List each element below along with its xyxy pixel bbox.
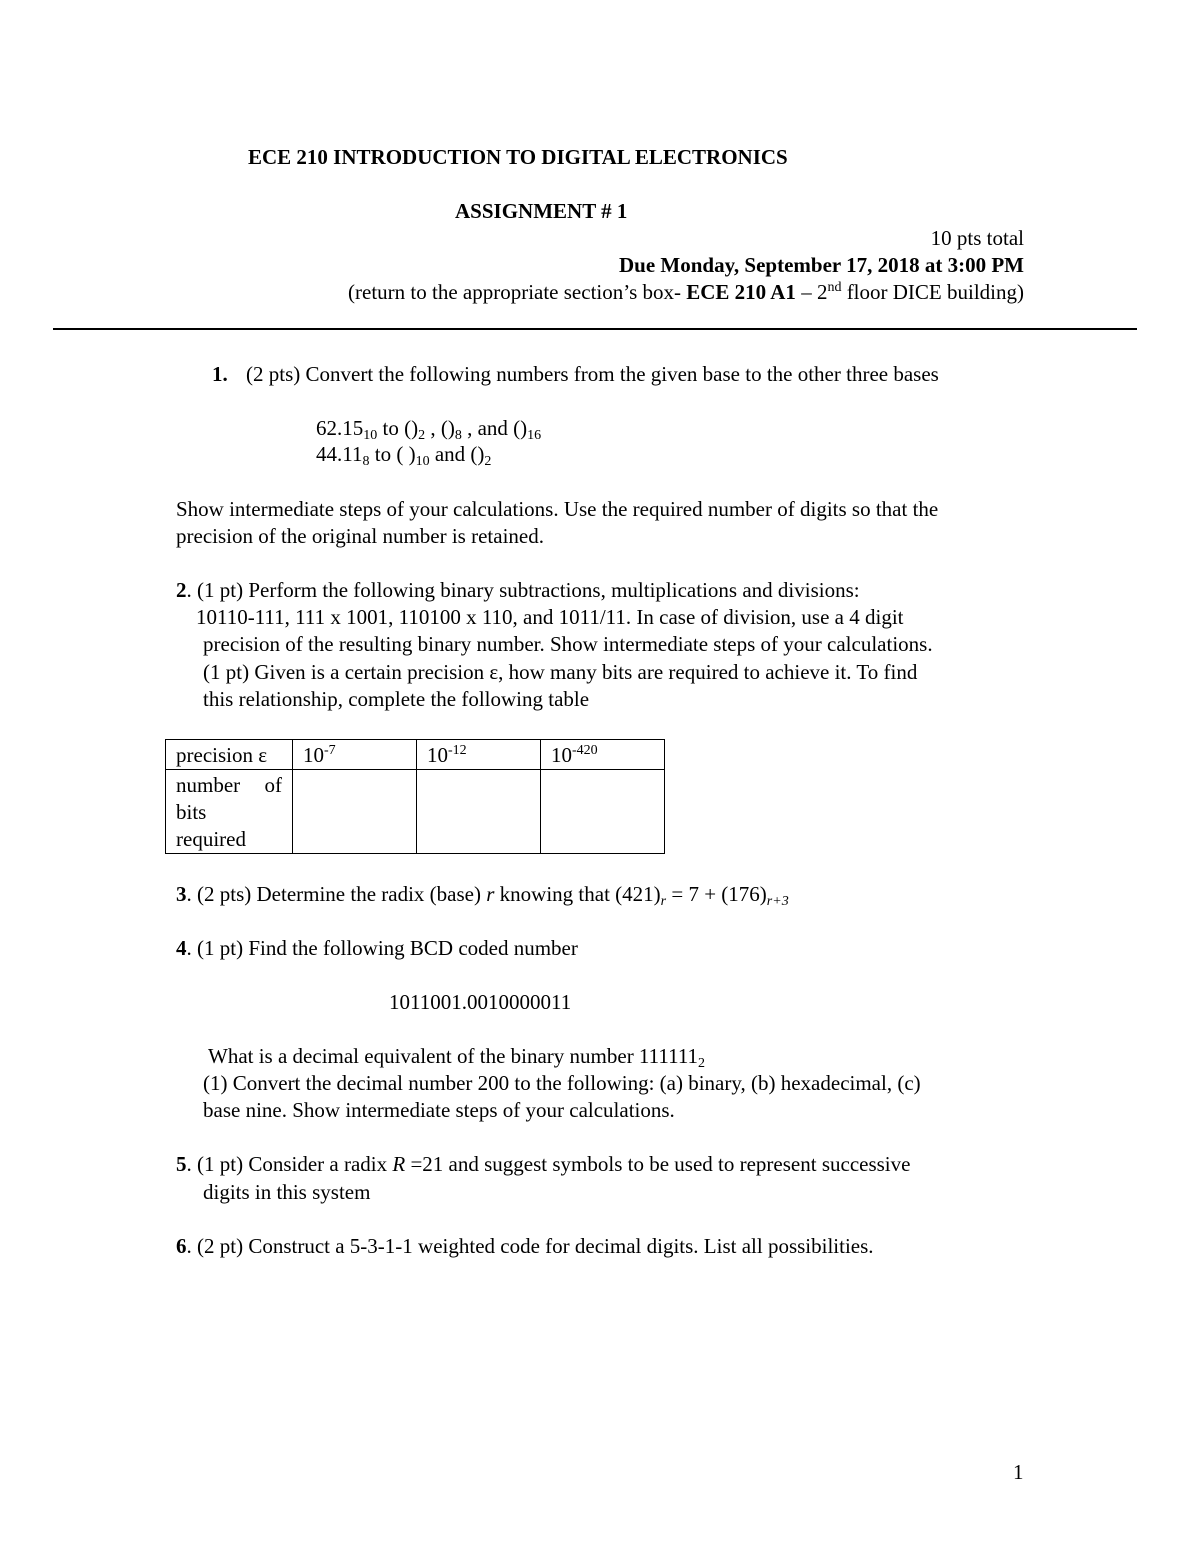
q1-line1 xyxy=(316,416,542,443)
q1-target-base-1c: 16 xyxy=(527,428,542,443)
return-sup: nd xyxy=(827,280,842,295)
table-row xyxy=(166,740,665,770)
q3-number: 3 xyxy=(176,882,187,906)
q2-text: . (1 pt) Perform the following binary subtractions, multiplications and divisions: xyxy=(186,578,860,602)
table-answer-cell-3[interactable] xyxy=(541,770,665,854)
q1-target-base-2b: 2 xyxy=(484,454,492,469)
q4-line-c: base nine. Show intermediate steps of your calculations. xyxy=(203,1098,675,1122)
q1-number: 1. xyxy=(212,362,228,386)
q2-number: 2 xyxy=(176,578,187,602)
q3-text: . (2 pts) Determine the radix (base) xyxy=(186,882,487,906)
return-suffix: floor DICE building) xyxy=(841,280,1024,304)
q4-number: 4 xyxy=(176,936,187,960)
q4-text: . (1 pt) Find the following BCD coded number xyxy=(186,936,578,960)
q5-line-2: digits in this system xyxy=(203,1180,371,1204)
q4-line xyxy=(176,938,578,959)
q3-text2: knowing that (421) xyxy=(494,882,661,906)
course-title: ECE 210 INTRODUCTION TO DIGITAL ELECTRONICS xyxy=(248,145,788,169)
q4-line-b: (1) Convert the decimal number 200 to the following: (a) binary, (b) hexadecimal, (c) xyxy=(203,1071,921,1095)
header-divider xyxy=(53,328,1137,330)
q6-text: . (2 pt) Construct a 5-3-1-1 weighted code for decimal digits. List all possibilities. xyxy=(186,1234,874,1258)
q1-target-base-1a: 2 xyxy=(418,428,426,443)
q1-note-line-2: precision of the original number is retained. xyxy=(176,524,544,548)
table-cell-precision-3 xyxy=(541,740,665,770)
q6-line xyxy=(176,1236,874,1257)
q5-line-1 xyxy=(176,1154,910,1175)
q1-target-2b: () xyxy=(470,442,485,466)
precision-2-exp: -12 xyxy=(448,743,467,758)
precision-2-base: 10 xyxy=(427,743,448,767)
q1-sep-1a: , xyxy=(425,416,441,440)
due-date: Due Monday, September 17, 2018 at 3:00 PM xyxy=(619,253,1024,277)
q1-target-base-2a: 10 xyxy=(415,454,430,469)
row2-label-b: of xyxy=(264,773,282,797)
q3-sub1: r xyxy=(660,894,667,909)
points-total: 10 pts total xyxy=(930,226,1024,250)
table-answer-cell-1[interactable] xyxy=(293,770,417,854)
q6-number: 6 xyxy=(176,1234,187,1258)
return-dash: – 2 xyxy=(795,280,828,304)
q2-line-1 xyxy=(176,580,860,601)
precision-3-exp: -420 xyxy=(572,743,598,758)
table-answer-cell-2[interactable] xyxy=(417,770,541,854)
row2-label-a: number xyxy=(176,773,241,797)
q3-r: r xyxy=(486,882,495,906)
q1-base-1: 10 xyxy=(363,428,378,443)
q3-text3: = 7 + (176) xyxy=(666,882,767,906)
q1-target-1a: () xyxy=(404,416,419,440)
q1-text: (2 pts) Convert the following numbers from the given base to the other three bases xyxy=(246,362,939,386)
table-cell-precision-1 xyxy=(293,740,417,770)
assignment-title: ASSIGNMENT # 1 xyxy=(455,199,628,223)
return-prefix: (return to the appropriate section’s box- xyxy=(348,280,687,304)
q5-number: 5 xyxy=(176,1152,187,1176)
q1-base-2: 8 xyxy=(362,454,370,469)
precision-1-exp: -7 xyxy=(324,743,336,758)
table-row-header: precision ε xyxy=(166,740,293,770)
q5-R: R xyxy=(392,1152,406,1176)
q2-line-5: this relationship, complete the following table xyxy=(203,687,590,711)
q5-text-a: . (1 pt) Consider a radix xyxy=(186,1152,393,1176)
q2-line-2: 10110-111, 111 x 1001, 110100 x 110, and 1011/11. In case of division, use a 4 digit xyxy=(196,605,904,629)
q1-target-2a: ( ) xyxy=(396,442,416,466)
q2-line-3: precision of the resulting binary number. Show intermediate steps of your calculations. xyxy=(203,632,933,656)
q4-line-a-text: What is a decimal equivalent of the binary number 111111 xyxy=(208,1044,699,1068)
q1-value-2: 44.11 xyxy=(316,442,363,466)
q1-target-base-1b: 8 xyxy=(454,428,462,443)
table-cell-precision-2 xyxy=(417,740,541,770)
q1-target-1b: () xyxy=(440,416,455,440)
q4-line-a xyxy=(208,1044,706,1071)
page-number: 1 xyxy=(1013,1460,1024,1484)
q1-target-1c: () xyxy=(513,416,528,440)
q1-sep-1b: , and xyxy=(461,416,514,440)
precision-1-base: 10 xyxy=(303,743,324,767)
q3-line xyxy=(176,882,789,909)
q1-value-1: 62.15 xyxy=(316,416,364,440)
q5-text-b: =21 and suggest symbols to be used to represent successive xyxy=(405,1152,911,1176)
q2-line-4: (1 pt) Given is a certain precision ε, how many bits are required to achieve it. To find xyxy=(203,660,918,684)
table-row xyxy=(166,770,665,854)
q1-to-1: to xyxy=(377,416,405,440)
row2-label-line-2: bits xyxy=(176,800,207,824)
q1-to-2: to xyxy=(369,442,397,466)
q4-bcd-number: 1011001.0010000011 xyxy=(389,990,572,1014)
row2-label-line-3: required xyxy=(176,827,246,851)
q3-sub2: r+3 xyxy=(766,894,789,909)
row2-label-line-1 xyxy=(176,772,282,799)
q1-sep-2a: and xyxy=(429,442,471,466)
return-box: ECE 210 A1 xyxy=(686,280,796,304)
q4-line-a-sub: 2 xyxy=(698,1056,706,1071)
precision-table xyxy=(165,739,665,854)
q1-note-line-1: Show intermediate steps of your calculations. Use the required number of digits so that the xyxy=(176,497,939,521)
table-row2-header xyxy=(166,770,293,854)
return-instructions xyxy=(348,282,1024,303)
q1-line2 xyxy=(316,442,492,469)
precision-3-base: 10 xyxy=(551,743,572,767)
